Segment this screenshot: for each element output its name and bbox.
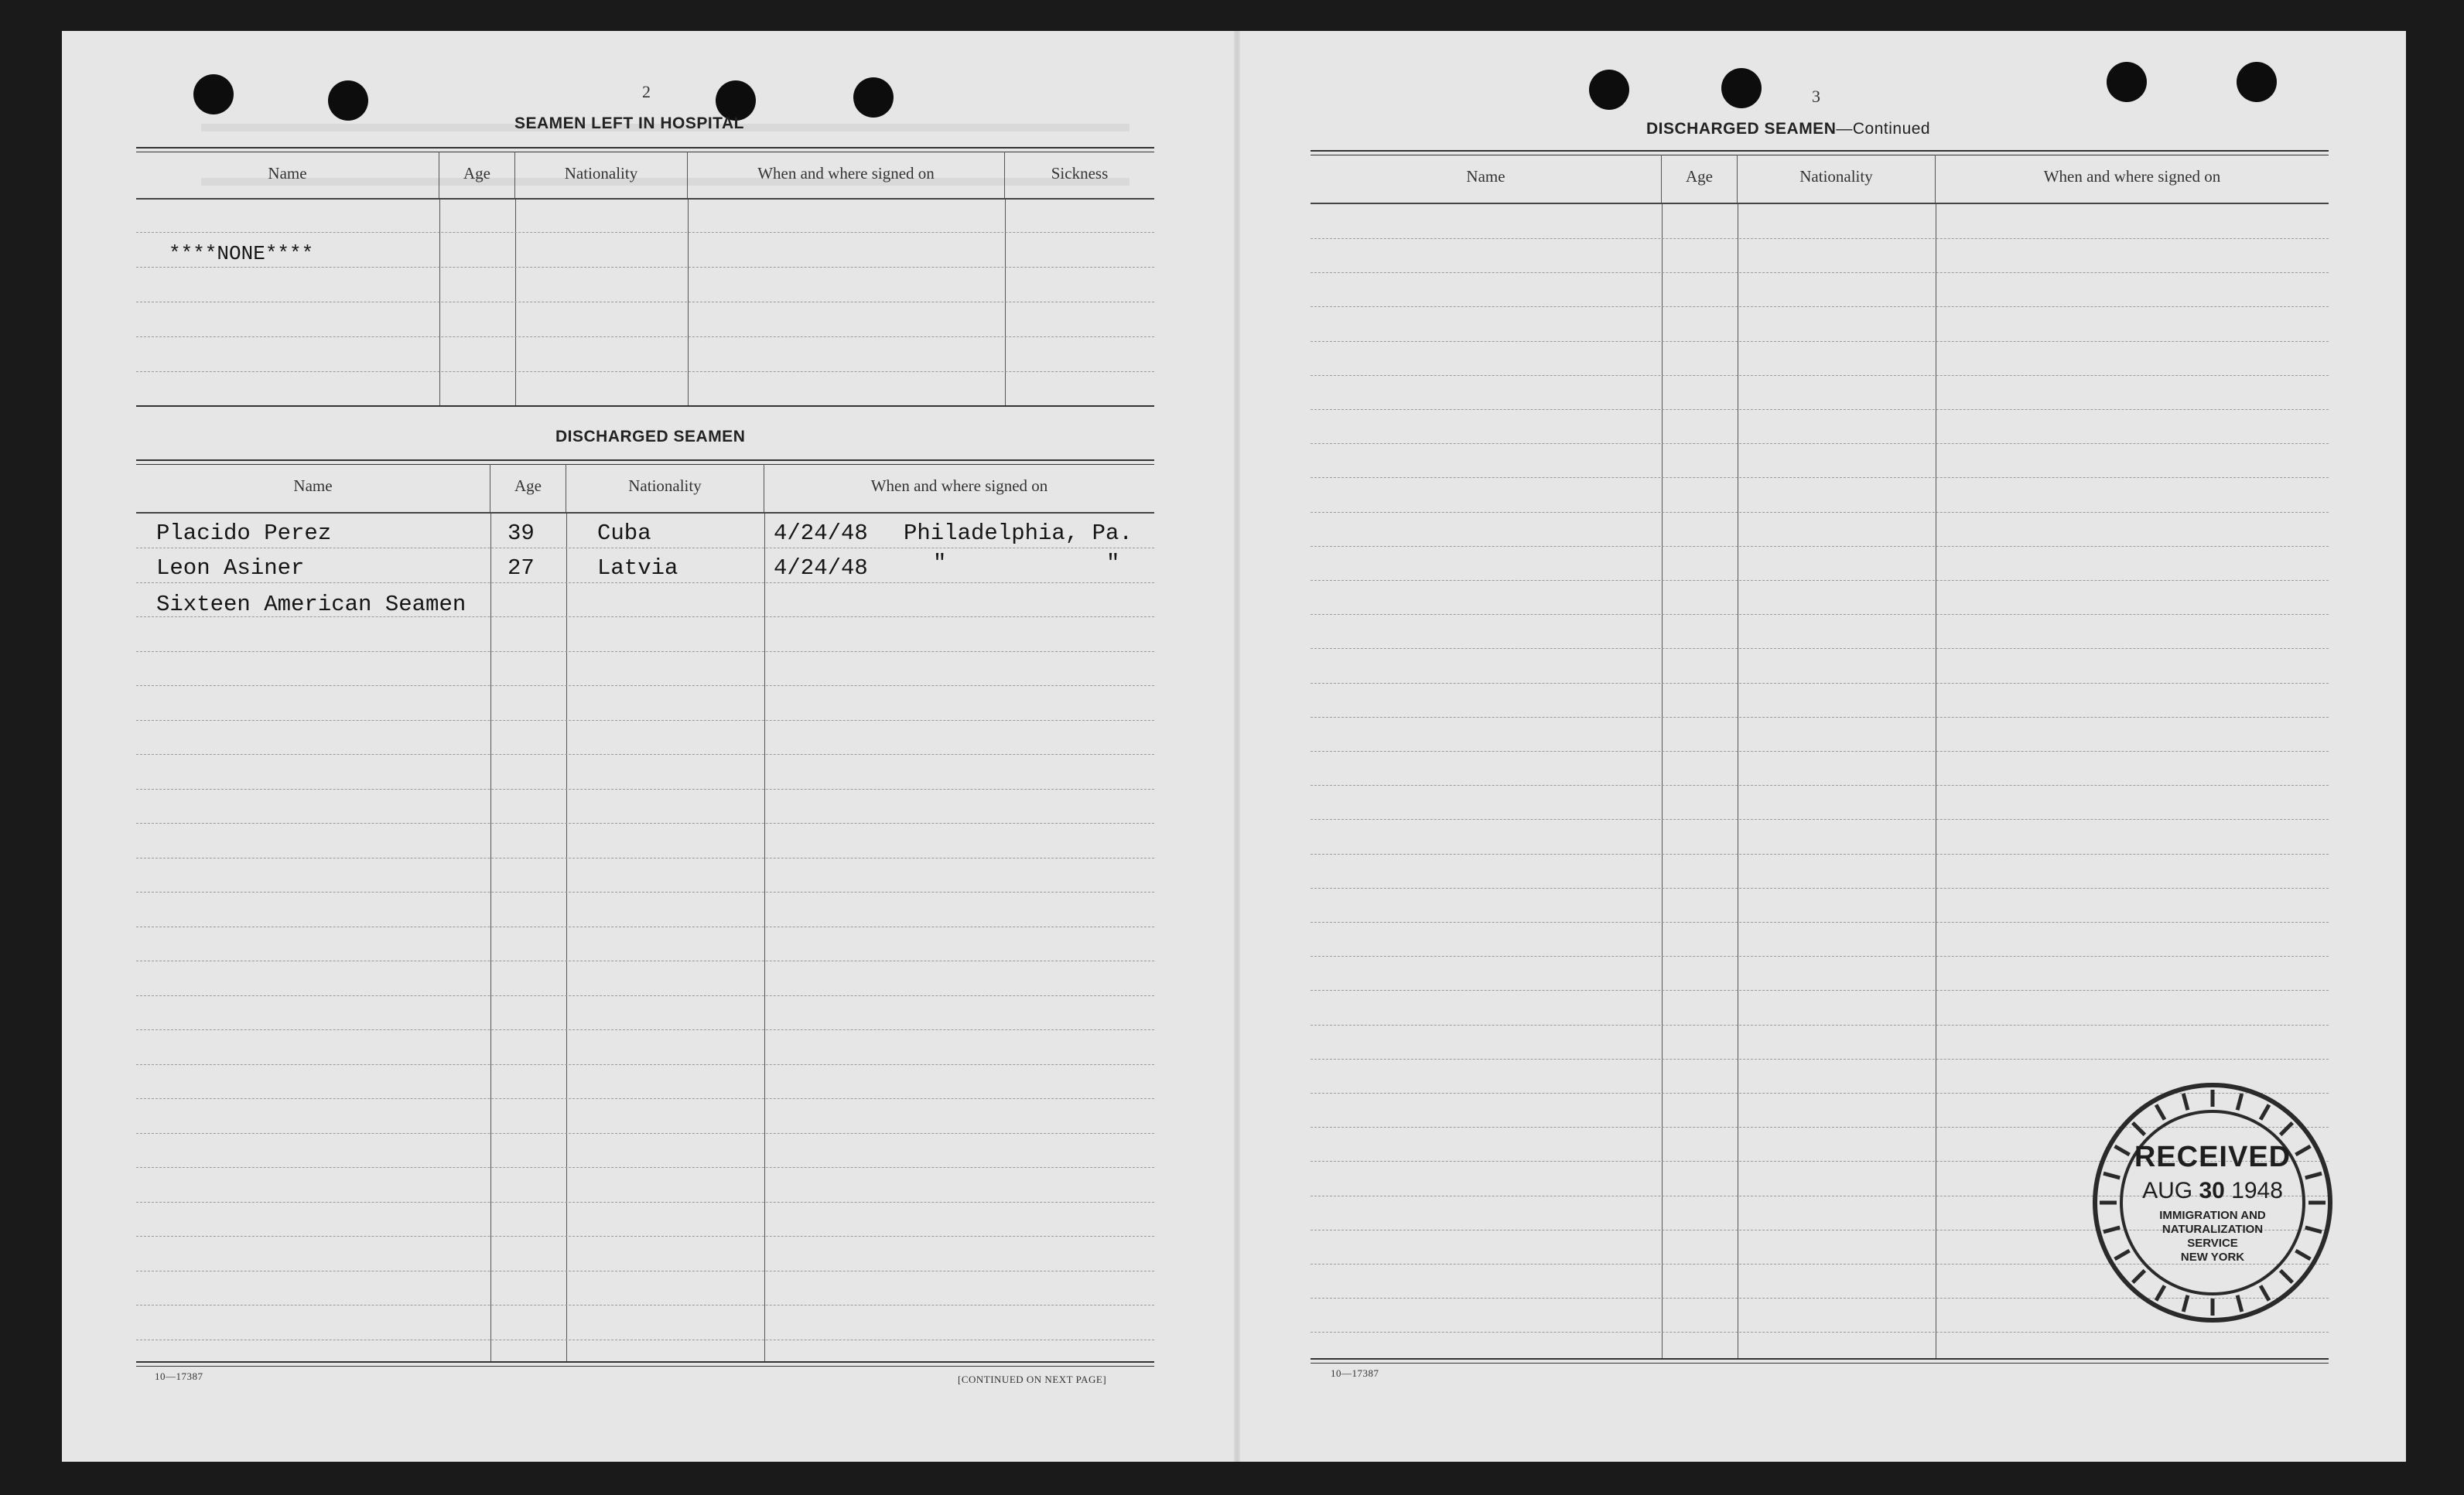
table-row-nationality: Cuba xyxy=(597,521,651,546)
row-rule xyxy=(1311,922,2329,923)
punch-hole xyxy=(2107,62,2147,102)
row-rule xyxy=(136,1305,1154,1306)
stamp-received-text: RECEIVED xyxy=(2134,1141,2291,1173)
punch-hole xyxy=(2237,62,2277,102)
col-header-name: Name xyxy=(136,464,490,512)
table-row-date: 4/24/48 xyxy=(774,521,868,546)
row-rule xyxy=(1311,341,2329,342)
row-rule xyxy=(136,754,1154,755)
col-header-name: Name xyxy=(136,152,439,198)
col-header-signed-on: When and where signed on xyxy=(870,476,1048,495)
table-row-date: 4/24/48 xyxy=(774,555,868,581)
row-rule xyxy=(1311,512,2329,513)
row-rule xyxy=(1311,546,2329,547)
punch-hole xyxy=(853,77,894,118)
row-rule xyxy=(136,892,1154,893)
hospital-table xyxy=(136,147,1154,411)
table-row-place-ditto: " xyxy=(1106,551,1120,576)
table-row-nationality: Latvia xyxy=(597,555,678,581)
col-header-nationality: Nationality xyxy=(515,152,688,198)
row-rule xyxy=(136,1167,1154,1168)
punch-hole xyxy=(193,74,234,114)
row-rule xyxy=(1311,272,2329,273)
page-fold xyxy=(1234,31,1240,1462)
row-rule xyxy=(136,582,1154,583)
row-rule xyxy=(1311,477,2329,478)
row-rule xyxy=(1311,751,2329,752)
stamp-line: NATURALIZATION xyxy=(2162,1223,2264,1236)
row-rule xyxy=(1311,306,2329,307)
row-rule xyxy=(1311,375,2329,376)
stamp-tick xyxy=(2237,1295,2242,1312)
punch-hole xyxy=(1721,68,1762,108)
row-rule xyxy=(136,789,1154,790)
row-rule xyxy=(136,1236,1154,1237)
received-stamp xyxy=(2089,1079,2336,1326)
row-rule xyxy=(1311,614,2329,615)
row-rule xyxy=(136,720,1154,721)
stamp-line: IMMIGRATION AND xyxy=(2159,1209,2266,1222)
stamp-line: SERVICE xyxy=(2187,1237,2238,1250)
stamp-tick xyxy=(2237,1094,2242,1110)
stamp-tick xyxy=(2261,1105,2269,1120)
form-number: 10—17387 xyxy=(1331,1367,1379,1379)
stamp-tick xyxy=(2133,1123,2145,1135)
table-row-age: 39 xyxy=(507,521,535,546)
row-rule xyxy=(136,1133,1154,1134)
col-header-sickness: Sickness xyxy=(1051,164,1109,183)
table-row-name: Placido Perez xyxy=(156,521,332,546)
stamp-day: 30 xyxy=(2199,1178,2225,1203)
discharged-continued-title xyxy=(1646,120,1930,138)
row-rule xyxy=(1311,1332,2329,1333)
col-header-signed-on: When and where signed on xyxy=(688,152,1005,198)
stamp-tick xyxy=(2281,1123,2293,1135)
row-rule xyxy=(1311,1025,2329,1026)
hospital-section-title: SEAMEN LEFT IN HOSPITAL xyxy=(514,114,744,132)
stamp-date xyxy=(2089,1178,2336,1204)
col-header-name: Name xyxy=(1311,155,1662,203)
stamp-tick xyxy=(2156,1105,2165,1120)
col-header-nationality: Nationality xyxy=(566,464,764,512)
row-rule xyxy=(1311,580,2329,581)
title-suffix: —Continued xyxy=(1836,120,1931,138)
row-rule xyxy=(1311,785,2329,786)
stamp-tick xyxy=(2183,1094,2188,1110)
row-rule xyxy=(1311,888,2329,889)
row-rule xyxy=(1311,717,2329,718)
row-rule xyxy=(1311,819,2329,820)
row-rule xyxy=(1311,443,2329,444)
discharged-section-title: DISCHARGED SEAMEN xyxy=(555,428,746,445)
col-header-age: Age xyxy=(439,152,515,198)
stamp-tick xyxy=(2156,1285,2165,1300)
row-rule xyxy=(136,823,1154,824)
stamp-tick xyxy=(2261,1285,2269,1300)
row-rule xyxy=(1311,990,2329,991)
page-number: 3 xyxy=(1812,87,1820,106)
title-text: DISCHARGED SEAMEN xyxy=(1646,120,1837,138)
stamp-year: 1948 xyxy=(2231,1178,2283,1203)
row-rule xyxy=(1311,648,2329,649)
row-rule xyxy=(136,1029,1154,1030)
col-header-age: Age xyxy=(1662,155,1738,203)
hospital-none-entry: ****NONE**** xyxy=(169,242,314,265)
stamp-tick xyxy=(2281,1271,2293,1283)
row-rule xyxy=(136,1202,1154,1203)
row-rule xyxy=(1311,854,2329,855)
form-number: 10—17387 xyxy=(155,1370,203,1382)
table-row-age: 27 xyxy=(507,555,535,581)
col-header-signed-on: When and where signed on xyxy=(2043,167,2221,186)
col-header-age: Age xyxy=(490,464,566,512)
row-rule xyxy=(1311,238,2329,239)
col-header-nationality: Nationality xyxy=(1738,155,1936,203)
row-rule xyxy=(136,685,1154,686)
table-row-place: " xyxy=(933,551,947,576)
page-number: 2 xyxy=(642,82,651,101)
stamp-month: AUG xyxy=(2142,1178,2193,1203)
table-row-place: Philadelphia, Pa. xyxy=(904,521,1133,546)
row-rule xyxy=(136,995,1154,996)
row-rule xyxy=(136,1064,1154,1065)
punch-hole xyxy=(328,80,368,121)
row-rule xyxy=(1311,956,2329,957)
punch-hole xyxy=(1589,70,1629,110)
row-rule xyxy=(136,1098,1154,1099)
row-rule xyxy=(1311,1059,2329,1060)
table-row-name: Leon Asiner xyxy=(156,555,305,581)
stamp-tick xyxy=(2133,1271,2145,1283)
row-rule xyxy=(1311,683,2329,684)
row-rule xyxy=(136,651,1154,652)
stamp-line: NEW YORK xyxy=(2180,1251,2245,1264)
table-row-name: Sixteen American Seamen xyxy=(156,592,466,617)
stamp-tick xyxy=(2183,1295,2188,1312)
continued-note: [CONTINUED ON NEXT PAGE] xyxy=(958,1374,1107,1385)
row-rule xyxy=(1311,409,2329,410)
